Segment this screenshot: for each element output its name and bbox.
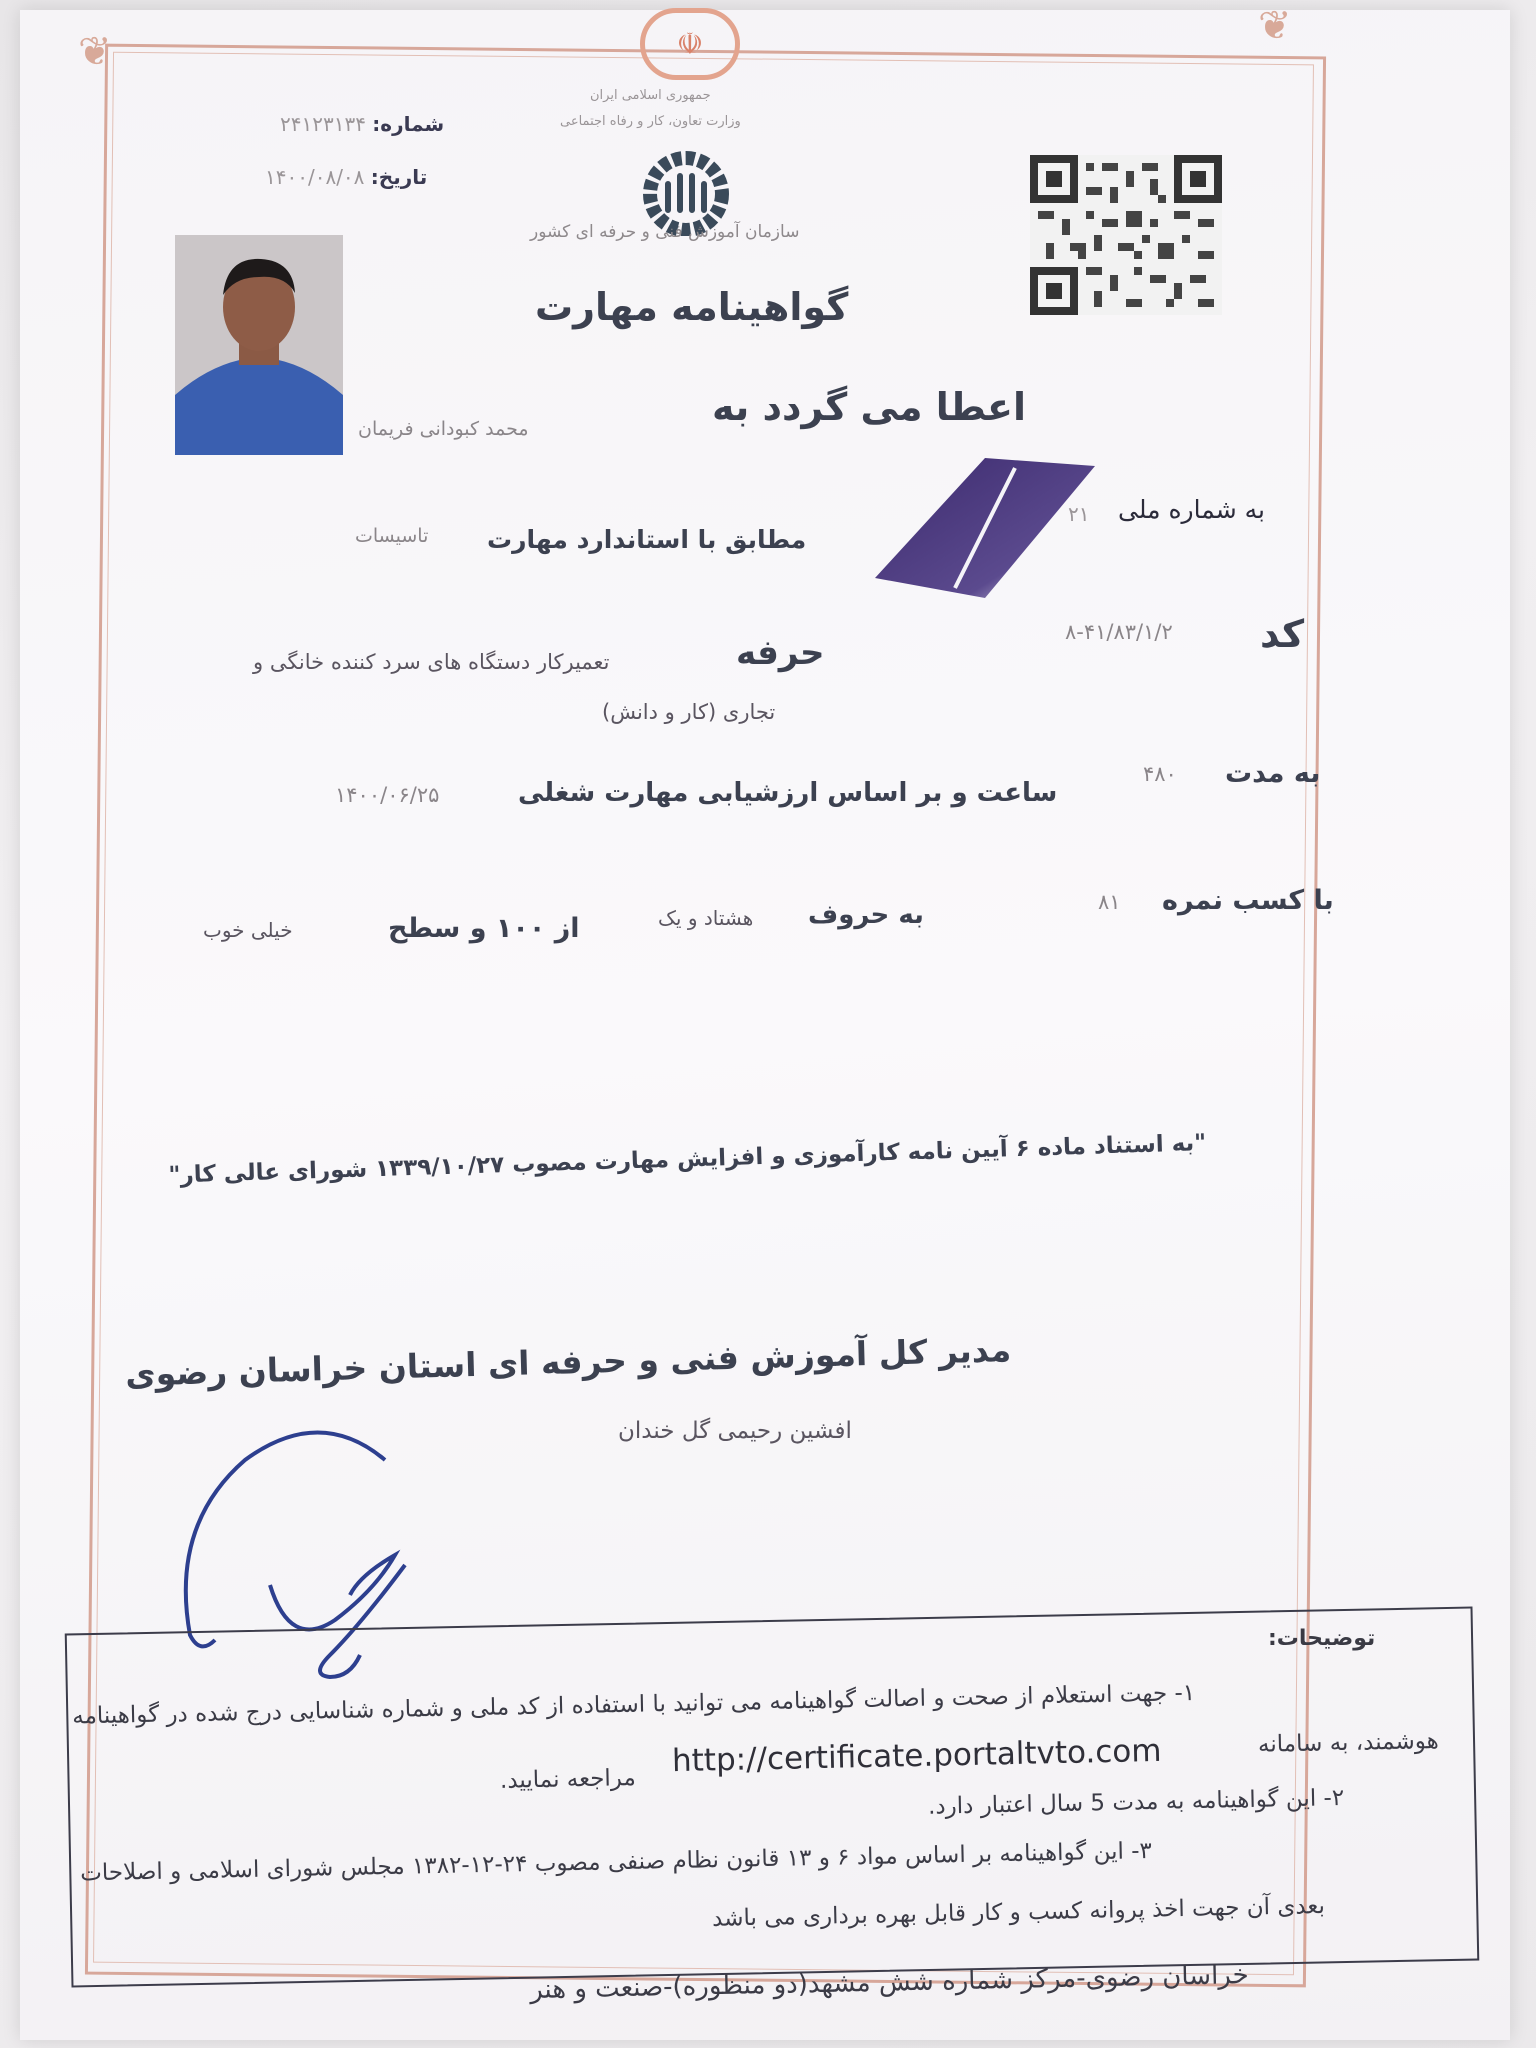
standard-label: مطابق با استاندارد مهارت — [487, 525, 807, 554]
signatory-name: افشین رحیمی گل خندان — [618, 1418, 852, 1444]
duration-value: ۴۸۰ — [1143, 762, 1177, 786]
date-label: تاریخ: — [370, 165, 428, 189]
issuing-center: خراسان رضوی-مرکز شماره شش مشهد(دو منظوره)-صنعت و هنر — [529, 1960, 1249, 2006]
note-1-line-1: ۱- جهت استعلام از صحت و اصالت گواهینامه می توانید با استفاده از کد ملی و شماره شناسایی درج شده در گواهینامه — [71, 1680, 1196, 1730]
note-1-line-3: مراجعه نمایید. — [499, 1765, 637, 1794]
holder-photo — [175, 235, 343, 455]
granted-to-label: اعطا می گردد به — [712, 385, 1026, 429]
iran-emblem-icon: ☫ — [640, 8, 740, 80]
code-label: کد — [1260, 612, 1305, 656]
national-id-label: به شماره ملی — [1118, 495, 1265, 524]
standard-value: تاسیسات — [355, 525, 429, 547]
trade-value-line1: تعمیرکار دستگاه های سرد کننده خانگی و — [253, 650, 610, 674]
date-row — [265, 165, 427, 189]
note-1-line-2: هوشمند، به سامانه — [1257, 1728, 1439, 1758]
notes-heading: توضیحات: — [1268, 1626, 1376, 1651]
duration-label: به مدت — [1225, 758, 1321, 789]
legal-basis: "به استناد ماده ۶ آیین نامه کارآموزی و افزایش مهارت مصوب ۱۳۳۹/۱۰/۲۷ شورای عالی کار" — [168, 1130, 1207, 1189]
assessment-date: ۱۴۰۰/۰۶/۲۵ — [335, 783, 440, 807]
date-value: ۱۴۰۰/۰۸/۰۸ — [265, 165, 365, 189]
number-value: ۲۴۱۲۳۱۳۴ — [280, 112, 366, 136]
note-3-line-2: بعدی آن جهت اخذ پروانه کسب و کار قابل بهره برداری می باشد — [711, 1893, 1326, 1932]
corner-ornament-top-right: ❦ — [1258, 3, 1292, 49]
score-words-label: به حروف — [808, 900, 924, 930]
score-value: ۸۱ — [1098, 890, 1121, 914]
signatory-title: مدیر کل آموزش فنی و حرفه ای استان خراسان رضوی — [124, 1330, 1012, 1394]
number-label: شماره: — [372, 112, 445, 136]
redaction-mark — [865, 458, 1105, 598]
national-id-value: ۲۱ — [1068, 502, 1090, 526]
qr-code — [1030, 155, 1222, 315]
note-3-line-1: ۳- این گواهینامه بر اساس مواد ۶ و ۱۳ قانون نظام صنفی مصوب ۲۴-۱۲-۱۳۸۲ مجلس شورای اسلامی و اصلاحات — [79, 1838, 1153, 1887]
out-of-text: از ۱۰۰ و سطح — [388, 913, 580, 944]
trade-label: حرفه — [736, 633, 825, 673]
duration-text: ساعت و بر اساس ارزشیابی مهارت شغلی — [518, 778, 1058, 808]
number-row — [280, 112, 444, 136]
level-value: خیلی خوب — [203, 918, 293, 942]
verification-link[interactable]: http://certificate.portaltvto.com — [671, 1732, 1162, 1780]
certificate-title: گواهینامه مهارت — [535, 285, 849, 329]
code-value: ۸-۴۱/۸۳/۱/۲ — [1065, 620, 1173, 644]
trade-value-line2: تجاری (کار و دانش) — [602, 700, 776, 724]
holder-name: محمد کبودانی فریمان — [358, 418, 529, 440]
note-2: ۲- این گواهینامه به مدت 5 سال اعتبار دارد. — [927, 1785, 1345, 1820]
organization-name: سازمان آموزش فنی و حرفه ای کشور — [530, 222, 800, 242]
corner-ornament-top-left: ❦ — [78, 29, 112, 75]
score-words-value: هشتاد و یک — [658, 906, 754, 930]
score-label: با کسب نمره — [1162, 885, 1334, 916]
country-name: جمهوری اسلامی ایران — [590, 88, 711, 103]
ministry-name: وزارت تعاون، کار و رفاه اجتماعی — [560, 114, 741, 129]
